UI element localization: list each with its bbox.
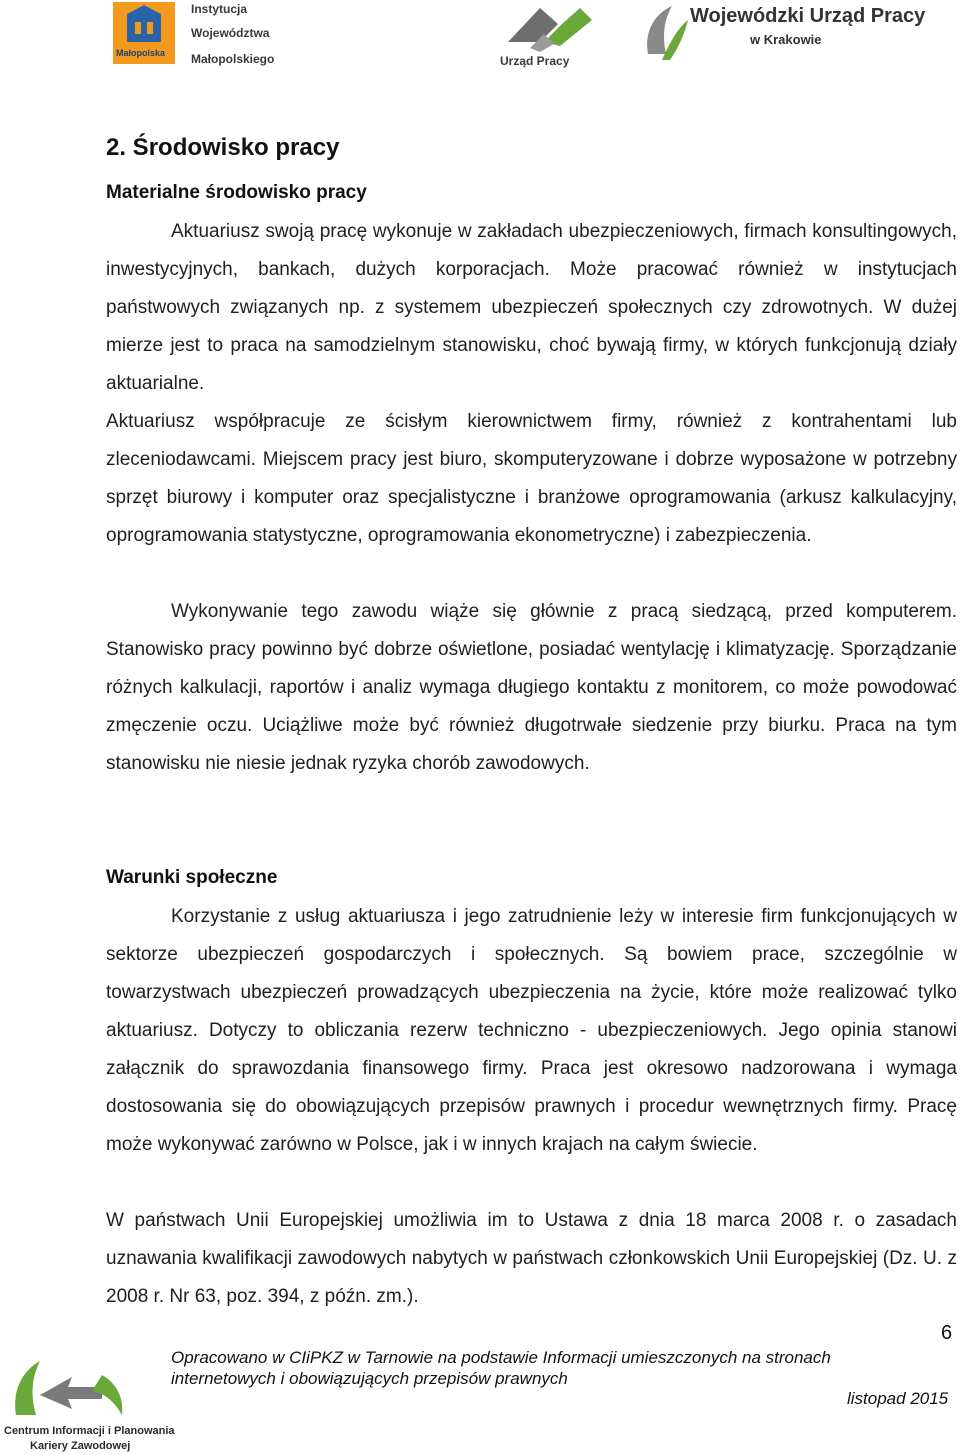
urzad-pracy-caption: Urząd Pracy bbox=[500, 54, 570, 68]
wup-krakow-logo bbox=[640, 0, 940, 66]
subheading-material-environment: Materialne środowisko pracy bbox=[106, 182, 367, 203]
paragraph-eu-law: W państwach Unii Europejskiej umożliwia im to Ustawa z dnia 18 marca 2008 r. o zasadach uznawania kwalifikacji zawodowych nabytych w państwach członkowskich Unii Europejskiej (Dz. U. z 2008 r. Nr 63, poz. 394, z późn. zm.). bbox=[106, 1210, 957, 1307]
logo-left-line-1: Instytucja bbox=[191, 2, 248, 16]
logo-left-line-3: Małopolskiego bbox=[191, 52, 275, 66]
paragraph-cooperation: Aktuariusz współpracuje ze ścisłym kierownictwem firmy, również z kontrahentami lub zleceniodawcami. Miejscem pracy jest biuro, skomputeryzowane i dobrze wyposażone w potrzebny sprzęt biurowy i komputer oraz specjalistyczne i branżowe oprogramowania (arkusz kalkulacyjny, oprogramowania statystyczne, oprogramowania ekonometryczne) i zabezpieczenia. bbox=[106, 411, 957, 546]
malopolska-mark: Małopolska bbox=[116, 48, 166, 58]
urzad-pracy-emblem-icon bbox=[500, 2, 600, 52]
logo-left-line-2: Województwa bbox=[191, 26, 270, 40]
wup-emblem-icon bbox=[640, 2, 690, 62]
footer-source-line-2: internetowych i obowiązujących przepisów prawnych bbox=[171, 1369, 568, 1388]
footer-date: listopad 2015 bbox=[847, 1389, 949, 1408]
wup-subtitle: w Krakowie bbox=[750, 32, 822, 47]
paragraph-workplace: Aktuariusz swoją pracę wykonuje w zakładach ubezpieczeniowych, firmach konsultingowych, inwestycyjnych, bankach, dużych korporacjach. Może pracować również w instytucjach państwowych związanych np. z systemem ubezpieczeń społecznych czy zdrowotnych. W dużej mierze jest to praca na samodzielnym stanowisku, choć bywają firmy, w których funkcjonują działy aktuarialne. bbox=[106, 221, 957, 394]
ciipkz-line-2: Kariery Zawodowej bbox=[30, 1440, 131, 1452]
subheading-social-conditions: Warunki społeczne bbox=[106, 867, 278, 888]
ciipkz-logo bbox=[0, 1355, 175, 1455]
page-number: 6 bbox=[941, 1322, 953, 1344]
section-title: 2. Środowisko pracy bbox=[106, 134, 340, 161]
paragraph-work-conditions: Wykonywanie tego zawodu wiąże się głównie z pracą siedzącą, przed komputerem. Stanowisko pracy powinno być dobrze oświetlone, posiadać wentylację i klimatyzację. Sporządzanie różnych kalkulacji, raportów i analiz wymaga długiego kontaktu z monitorem, co może powodować zmęczenie oczu. Uciążliwe może być również długotrwałe siedzenie przy biurku. Praca na tym stanowisku nie niesie jednak ryzyka chorób zawodowych. bbox=[106, 601, 957, 774]
paragraph-social: Korzystanie z usług aktuariusza i jego zatrudnienie leży w interesie firm funkcjonujących w sektorze ubezpieczeń gospodarczych i społecznych. Są bowiem prace, szczególnie w towarzystwach ubezpieczeń prowadzących ubezpieczenia na życie, które może realizować tylko aktuariusz. Dotyczy to obliczania rezerw techniczno - ubezpieczeniowych. Jego opinia stanowi załącznik do sprawozdania finansowego firmy. Praca jest okresowo nadzorowana i wymaga dostosowania się do obowiązujących przepisów prawnych i procedur wewnętrznych firmy. Pracę może wykonywać zarówno w Polsce, jak i w innych krajach na całym świecie. bbox=[106, 906, 957, 1155]
malopolska-logo bbox=[113, 2, 288, 68]
footer-source-note bbox=[171, 1347, 911, 1389]
urzad-pracy-logo bbox=[498, 2, 608, 70]
ciipkz-line-1: Centrum Informacji i Planowania bbox=[4, 1425, 175, 1437]
wup-title: Wojewódzki Urząd Pracy bbox=[690, 5, 926, 27]
footer-source-line-1: Opracowano w CIiPKZ w Tarnowie na podstawie Informacji umieszczonych na stronach bbox=[171, 1348, 831, 1367]
page-header bbox=[0, 0, 960, 80]
ciipkz-emblem-icon bbox=[6, 1355, 146, 1425]
